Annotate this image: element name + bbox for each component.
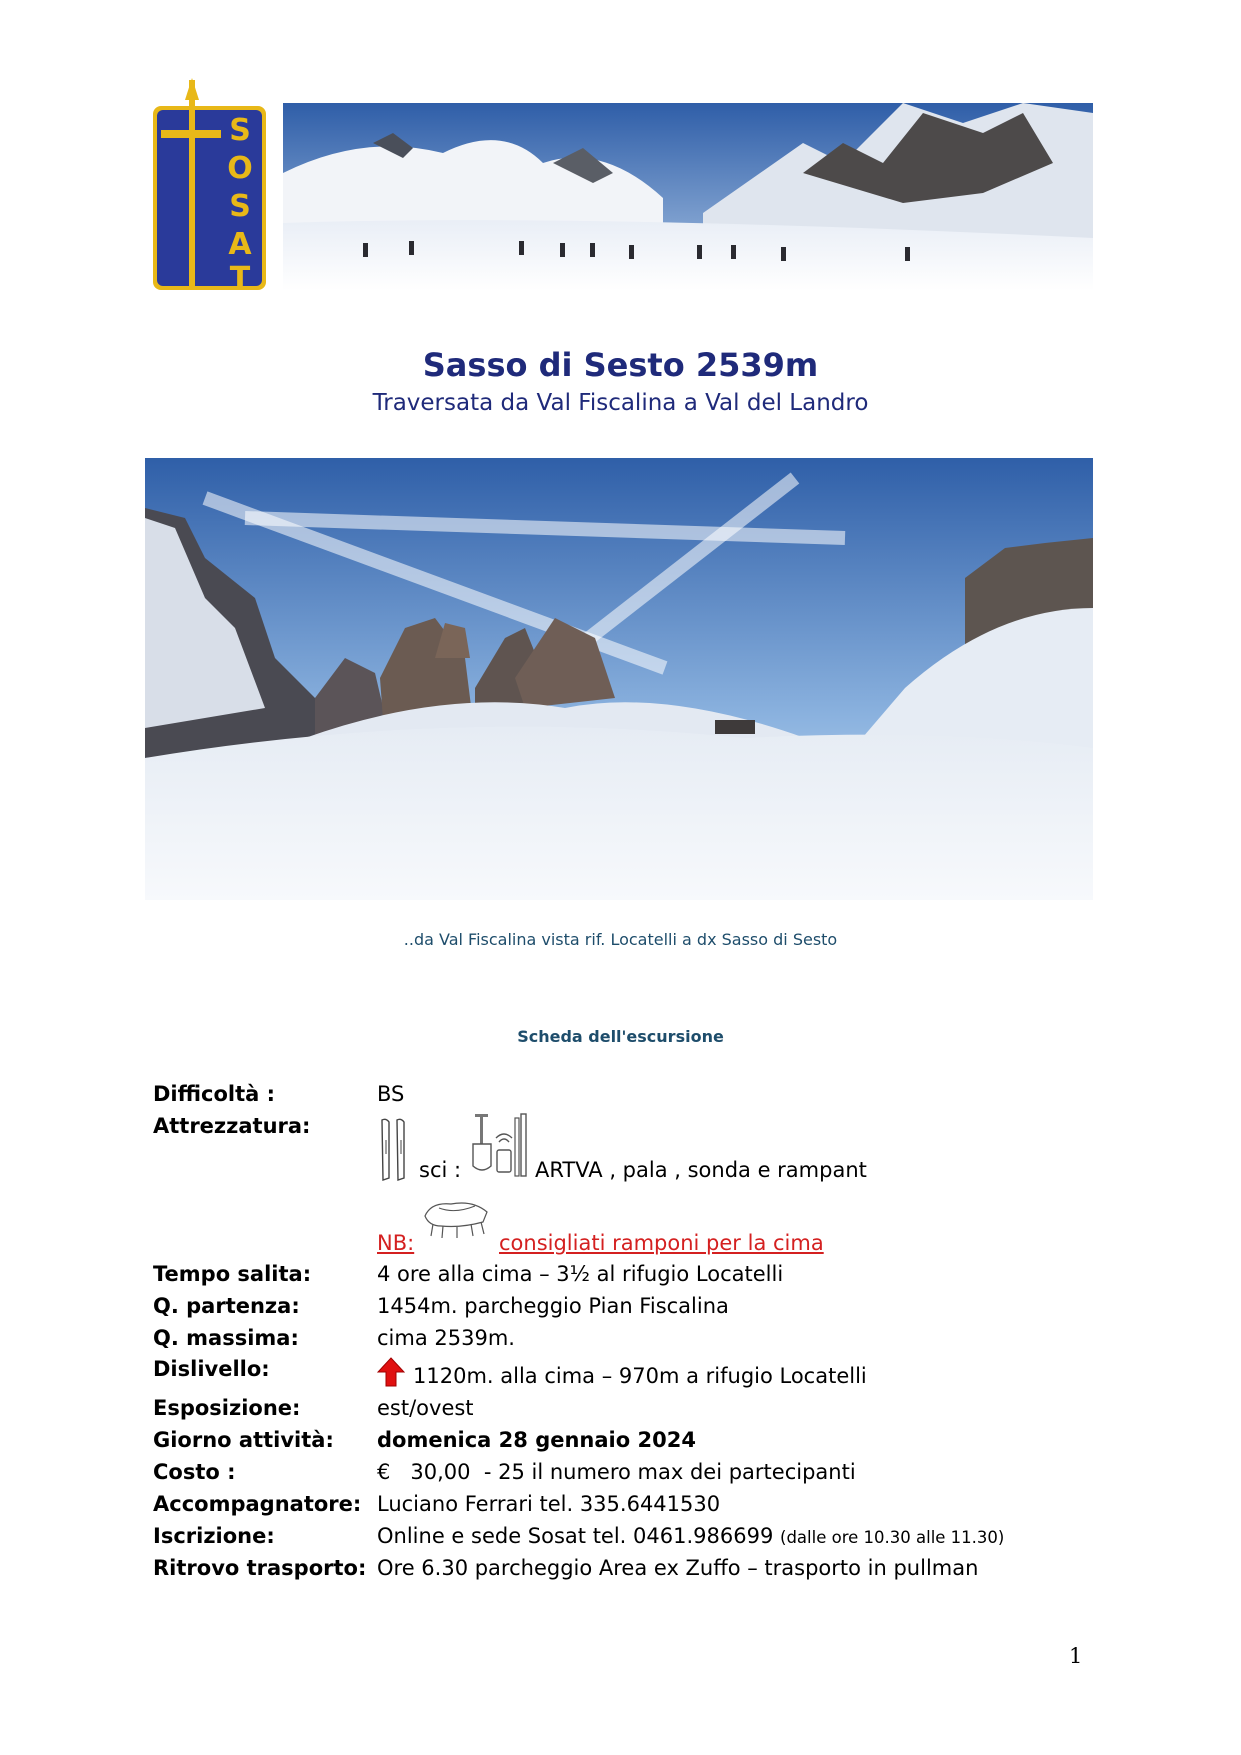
label-q-massima: Q. massima: <box>153 1326 299 1350</box>
landscape-photo <box>145 458 1093 900</box>
value-iscrizione <box>377 1524 1004 1548</box>
svg-text:T: T <box>229 261 251 293</box>
iscrizione-text: Online e sede Sosat tel. 0461.986699 <box>377 1524 774 1548</box>
sosat-logo <box>147 78 272 293</box>
label-costo: Costo : <box>153 1460 236 1484</box>
iscrizione-note: (dalle ore 10.30 alle 11.30) <box>780 1528 1005 1547</box>
label-ritrovo: Ritrovo trasporto: <box>153 1556 367 1580</box>
label-iscrizione: Iscrizione: <box>153 1524 275 1548</box>
svg-text:S: S <box>229 189 251 224</box>
value-giorno: domenica 28 gennaio 2024 <box>377 1428 696 1452</box>
up-arrow-icon <box>377 1357 405 1391</box>
page-number: 1 <box>1069 1644 1083 1668</box>
value-q-massima: cima 2539m. <box>377 1326 515 1350</box>
header-banner-photo <box>283 103 1093 291</box>
label-dislivello: Dislivello: <box>153 1357 270 1381</box>
value-dislivello: 1120m. alla cima – 970m a rifugio Locatelli <box>413 1364 867 1388</box>
nb-prefix: NB: <box>377 1231 415 1255</box>
label-accompagnatore: Accompagnatore: <box>153 1492 362 1516</box>
svg-text:O: O <box>227 151 253 186</box>
value-accompagnatore: Luciano Ferrari tel. 335.6441530 <box>377 1492 721 1516</box>
artva-items: ARTVA , pala , sonda e rampant <box>535 1158 867 1182</box>
value-q-partenza: 1454m. parcheggio Pian Fiscalina <box>377 1294 729 1318</box>
svg-text:S: S <box>229 113 251 148</box>
label-giorno: Giorno attività: <box>153 1428 334 1452</box>
value-esposizione: est/ovest <box>377 1396 474 1420</box>
svg-text:A: A <box>228 227 252 262</box>
value-costo: € 30,00 - 25 il numero max dei partecipanti <box>377 1460 856 1484</box>
page-subtitle: Traversata da Val Fiscalina a Val del Landro <box>372 390 869 416</box>
label-difficolta: Difficoltà : <box>153 1082 276 1106</box>
label-esposizione: Esposizione: <box>153 1396 301 1420</box>
page-title: Sasso di Sesto 2539m <box>422 346 819 384</box>
sci-label: sci : <box>419 1158 462 1182</box>
crampons-icon <box>421 1196 491 1244</box>
label-tempo-salita: Tempo salita: <box>153 1262 312 1286</box>
label-q-partenza: Q. partenza: <box>153 1294 300 1318</box>
label-attrezzatura: Attrezzatura: <box>153 1114 311 1138</box>
value-difficolta: BS <box>377 1082 405 1106</box>
section-heading: Scheda dell'escursione <box>517 1027 724 1046</box>
avalanche-kit-icon <box>471 1112 533 1182</box>
value-ritrovo: Ore 6.30 parcheggio Area ex Zuffo – trasporto in pullman <box>377 1556 979 1580</box>
nb-text: consigliati ramponi per la cima <box>499 1231 824 1255</box>
value-tempo-salita: 4 ore alla cima – 3½ al rifugio Locatelli <box>377 1262 784 1286</box>
skis-icon <box>377 1118 411 1186</box>
photo-caption: ..da Val Fiscalina vista rif. Locatelli a dx Sasso di Sesto <box>403 930 838 949</box>
